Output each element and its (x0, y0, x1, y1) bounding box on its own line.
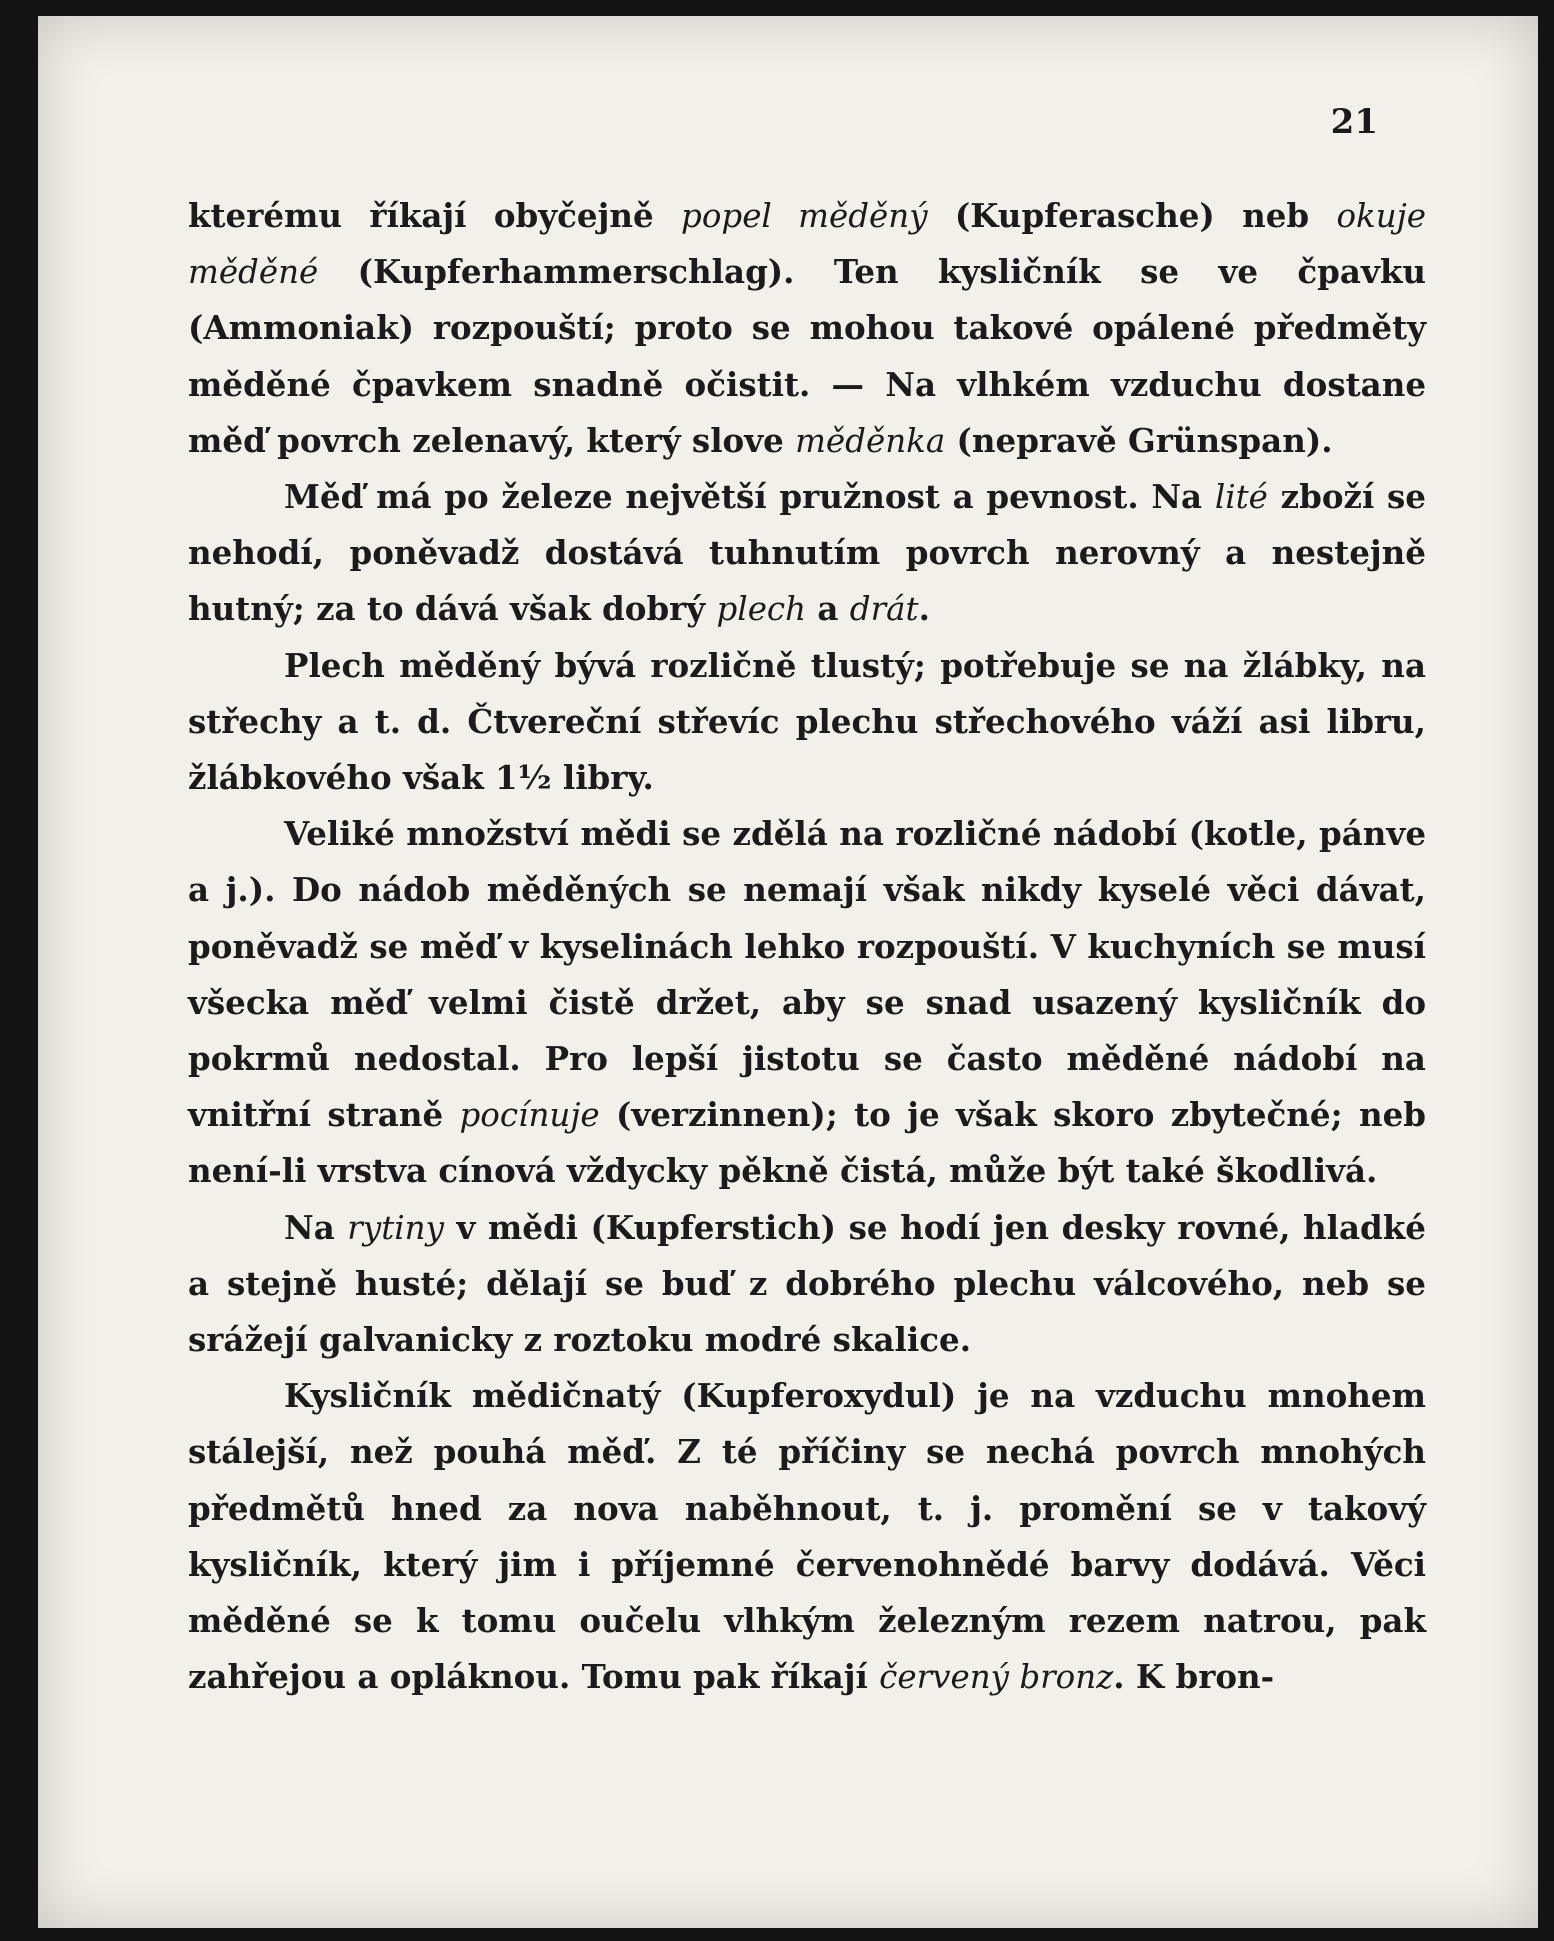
paragraph (188, 1368, 1426, 1705)
paragraph (188, 638, 1426, 807)
paragraph (188, 806, 1426, 1199)
text-run: . K bron- (1113, 1657, 1275, 1697)
italic-term: červený bronz (879, 1658, 1114, 1697)
paragraph (188, 188, 1426, 469)
text-run: (Kupferhammerschlag). Ten kysličník se ve čpavku (Ammoniak) rozpouští; proto se mohou takové opálené předměty měděné čpavkem snadně očistit. — Na vlhkém vzduchu dostane měď povrch zelenavý, který slove (188, 252, 1426, 460)
text-run: zboží se nehodí, poněvadž dostává tuhnutím povrch nerovný a nestejně hutný; za to dává však dobrý (188, 477, 1426, 629)
italic-term: rytiny (347, 1208, 444, 1247)
text-run: Plech měděný bývá rozličně tlustý; potřebuje se na žlábky, na střechy a t. d. Čtvereční střevíc plechu střechového váží asi libru, žlábkového však 1½ libry. (188, 645, 1426, 798)
paragraph (188, 469, 1426, 638)
italic-term: plech (716, 590, 807, 629)
italic-term: drát (849, 590, 919, 629)
text-run: (nepravě Grünspan). (945, 420, 1333, 460)
text-run: Kysličník mědičnatý (Kupferoxydul) je na vzduchu mnohem stálejší, než pouhá měď. Z té příčiny se nechá povrch mnohých předmětů hned za nova naběhnout, t. j. promění se v takový kysličník, který jim i příjemné červenohnědé barvy dodává. Věci měděné se k tomu oučelu vlhkým železným rezem natrou, pak zahřejou a opláknou. Tomu pak říkají (188, 1376, 1426, 1697)
text-run: Veliké množství mědi se zdělá na rozličné nádobí (kotle, pánve a j.). Do nádob měděných se nemají však nikdy kyselé věci dávat, poněvadž se měď v kyselinách lehko rozpouští. V kuchyních se musí všecka měď velmi čistě držet, aby se snad usazený kysličník do pokrmů nedostal. Pro lepší jistotu se často měděné nádobí na vnitřní straně (188, 814, 1426, 1135)
paragraph (188, 1200, 1426, 1369)
text-run: Měď má po železe největší pružnost a pevnost. Na (284, 477, 1215, 517)
body-text (188, 188, 1426, 1705)
italic-term: okuje měděné (188, 197, 1426, 292)
italic-term: pocínuje (459, 1096, 600, 1135)
italic-term: měděnka (795, 421, 946, 460)
book-page (38, 16, 1538, 1928)
text-run: a (806, 589, 850, 629)
page-number: 21 (1330, 102, 1378, 142)
italic-term: lité (1214, 478, 1268, 517)
italic-term: popel měděný (681, 197, 928, 235)
text-run: . (918, 589, 930, 629)
text-run: Na (284, 1207, 348, 1247)
text-run: (verzinnen); to je však skoro zbytečné; neb není-li vrstva cínová vždycky pěkně čistá, může být také škodlivá. (188, 1095, 1426, 1191)
text-run: v mědi (Kupferstich) se hodí jen desky rovné, hladké a stejně husté; dělají se buď z dobrého plechu válcového, neb se srážejí galvanicky z roztoku modré skalice. (188, 1207, 1426, 1360)
text-run: kterému říkají obyčejně (188, 196, 682, 235)
text-run: (Kupferasche) neb (927, 196, 1337, 235)
